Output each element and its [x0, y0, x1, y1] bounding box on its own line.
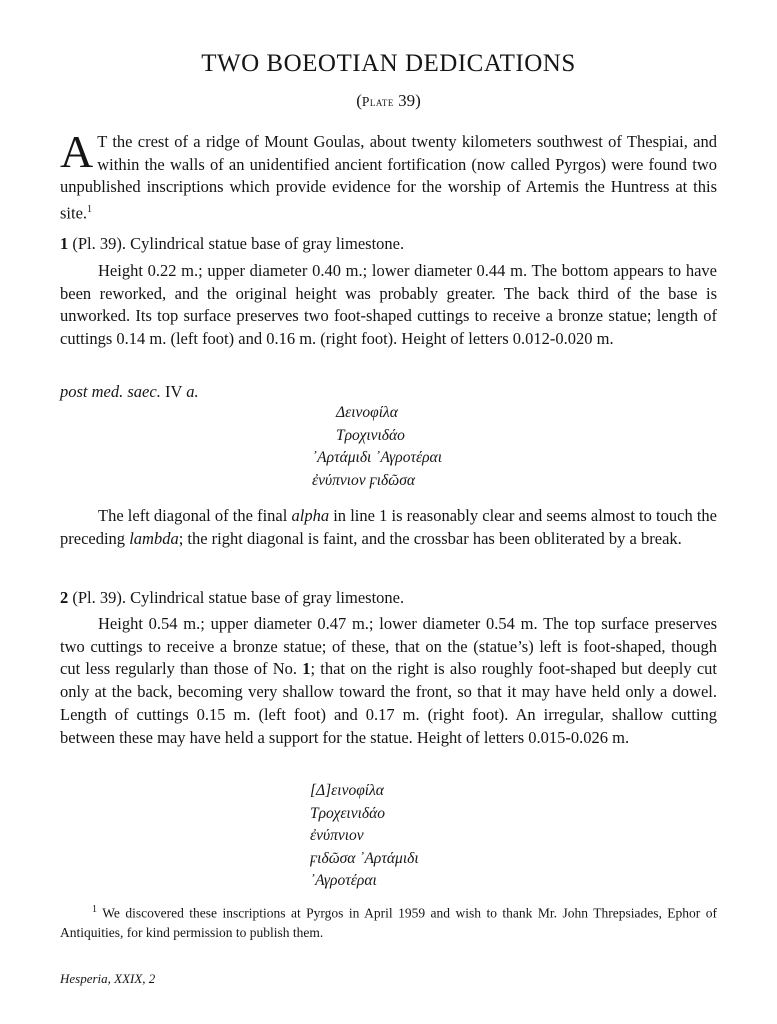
intro-text: T the crest of a ridge of Mount Goulas, about twenty kilometers southwest of Thespiai, and within the walls of an unidentified ancient fortification (now called Pyrgos) were found two unpublished inscriptions which provide evidence for the worship of Artemis the Huntress at this site.: [60, 132, 717, 223]
item2-heading: [60, 587, 717, 609]
journal-signature: Hesperia, XXIX, 2: [60, 971, 156, 986]
item2-description: [60, 613, 717, 749]
date-roman: IV: [160, 382, 187, 401]
plate-reference: [0, 91, 777, 111]
inscription-2-line: Τροχεινιδάο: [310, 804, 386, 822]
inscription-1-line: Δεινοφίλα: [336, 404, 398, 421]
item2-desc-a: Height 0.54 m.; upper diameter 0.47 m.; lower diameter 0.54 m. The top surface preserves two cuttings to receive a bronze statue; of these, that on the (statue’s) left is foot-shaped, though cut less regularly than those of No.: [60, 614, 717, 679]
inscription-1-line: ἐνύπνιον ϝιδῶσα: [312, 471, 415, 489]
inscription-2-line: ᾿Αγροτέραι: [310, 872, 377, 889]
footnote-ref: 1: [87, 204, 93, 216]
comment-lambda: lambda: [129, 528, 179, 548]
item1-comment: [60, 505, 717, 550]
footnote-marker: 1: [92, 904, 97, 915]
date-italic: post med. saec.: [60, 382, 161, 401]
inscription-2-line: [Δ]εινοφίλα: [310, 782, 384, 799]
plate-open-paren: (: [356, 91, 362, 110]
comment-alpha: alpha: [291, 506, 330, 525]
item1-heading: [60, 233, 717, 255]
inscription-2: [310, 780, 419, 893]
footnote: [60, 900, 717, 942]
item1-description: [60, 260, 717, 351]
inscription-1: [312, 402, 442, 492]
item2-number: 2: [60, 588, 69, 607]
comment-part3: ; the right diagonal is faint, and the crossbar has been obliterated by a break.: [178, 528, 682, 548]
item2-desc-b: ; that on the right is also roughly foot-shaped but deeply cut only at the back, becoming very shallow toward the front, so that it may have held only a dowel. Length of cuttings 0.15 m. (left foot) and 0.17 m. (right foot). An irregular, shallow cutting between these may have held a support for the statue. Height of letters 0.015-0.026 m.: [60, 659, 717, 747]
comment-part2: in line 1 is reasonably clear and seems almost to touch the preceding: [60, 506, 717, 548]
article-title: TWO BOEOTIAN DEDICATIONS: [201, 50, 576, 77]
plate-close-paren: ): [415, 91, 421, 110]
item1-heading-text: (Pl. 39). Cylindrical statue base of gray limestone.: [68, 234, 405, 253]
plate-label: Plate: [361, 94, 394, 109]
item1-date: [60, 381, 717, 403]
drop-cap: A: [60, 126, 94, 177]
item1-desc-text: Height 0.22 m.; upper diameter 0.40 m.; lower diameter 0.44 m. The bottom appears to have been reworked, and the original height was probably greater. The back third of the base is unworked. Its top surface preserves two foot-shaped cuttings to receive a bronze statue; length of cuttings 0.14 m. (left foot) and 0.16 m. (right foot). Height of letters 0.012-0.020 m.: [60, 261, 717, 349]
item1-number: 1: [60, 234, 69, 253]
inscription-2-line: ἐνύπνιον: [310, 827, 364, 844]
inscription-1-line: ᾿Αρτάμιδι ᾿Αγροτέραι: [312, 449, 442, 466]
item2-desc-num: 1: [302, 659, 311, 679]
comment-part1: The left diagonal of the final: [98, 506, 292, 525]
inscription-2-line: ϝιδῶσα ᾿Αρτάμιδι: [310, 849, 419, 867]
date-a: a.: [186, 382, 199, 401]
plate-number: 39: [393, 91, 416, 110]
footnote-text: We discovered these inscriptions at Pyrgos in April 1959 and wish to thank Mr. John Threpsiades, Ephor of Antiquities, for kind permission to publish them.: [60, 905, 717, 940]
inscription-1-line: Τροχινιδάο: [336, 426, 405, 444]
item2-heading-text: (Pl. 39). Cylindrical statue base of gray limestone.: [68, 588, 405, 607]
intro-paragraph: [60, 126, 717, 225]
